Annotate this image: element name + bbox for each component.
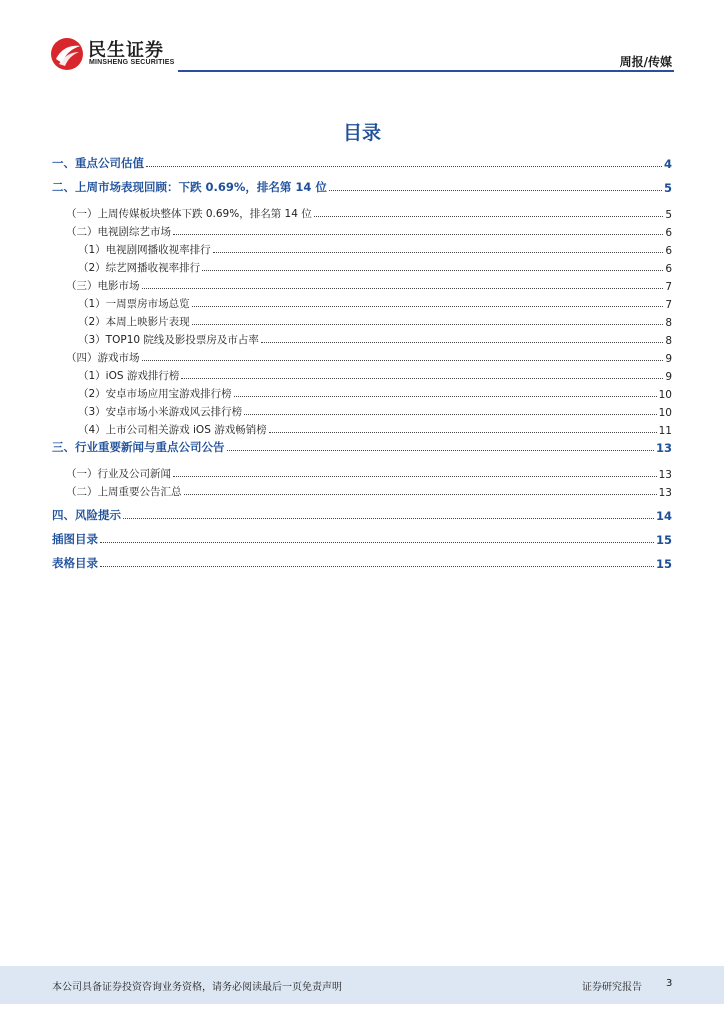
toc-entry-page: 13	[658, 487, 672, 499]
toc-entry-label: （三）电影市场	[66, 280, 140, 292]
toc-entry[interactable]	[52, 385, 672, 401]
toc-entry-page: 15	[655, 533, 672, 547]
toc-entry[interactable]	[52, 241, 672, 257]
toc-dot-leader	[100, 566, 654, 567]
toc-entry-page: 8	[665, 335, 672, 347]
toc-entry-label: （2）综艺网播收视率排行	[78, 262, 201, 274]
toc-entry[interactable]	[52, 483, 672, 499]
toc-entry-page: 10	[658, 389, 672, 401]
toc-dot-leader	[227, 450, 654, 451]
page-footer	[0, 966, 724, 1004]
toc-entry-label: （2）安卓市场应用宝游戏排行榜	[78, 388, 232, 400]
toc-dot-leader	[269, 432, 657, 433]
toc-entry[interactable]	[52, 331, 672, 347]
toc-entry[interactable]	[52, 205, 672, 221]
toc-entry-page: 4	[663, 157, 672, 171]
toc-entry-label: 插图目录	[52, 532, 98, 546]
toc-dot-leader	[184, 494, 657, 495]
logo-chinese-name: 民生证券	[88, 40, 164, 61]
toc-entry[interactable]	[52, 403, 672, 419]
toc-entry[interactable]	[52, 439, 672, 455]
toc-entry[interactable]	[52, 421, 672, 437]
toc-dot-leader	[142, 288, 664, 289]
toc-dot-leader	[202, 270, 663, 271]
toc-dot-leader	[192, 324, 664, 325]
page-header	[0, 0, 724, 75]
toc-entry-page: 15	[655, 557, 672, 571]
toc-entry[interactable]	[52, 259, 672, 275]
toc-entry[interactable]	[52, 277, 672, 293]
toc-dot-leader	[123, 518, 654, 519]
toc-entry-label: 表格目录	[52, 556, 98, 570]
toc-entry[interactable]	[52, 349, 672, 365]
toc-entry-page: 5	[665, 209, 672, 221]
toc-entry[interactable]	[52, 507, 672, 523]
toc-entry-label: （1）iOS 游戏排行榜	[78, 370, 180, 382]
toc-entry-page: 6	[665, 263, 672, 275]
toc-entry-page: 7	[665, 281, 672, 293]
toc-title: 目录	[342, 122, 381, 144]
footer-disclaimer: 本公司具备证券投资咨询业务资格，请务必阅读最后一页免责声明	[52, 982, 342, 993]
page-number: 3	[666, 978, 673, 989]
toc-dot-leader	[192, 306, 664, 307]
toc-entry-page: 7	[665, 299, 672, 311]
minsheng-logo-icon	[50, 37, 84, 71]
toc-entry-page: 9	[665, 353, 672, 365]
toc-entry-page: 9	[665, 371, 672, 383]
toc-entry[interactable]	[52, 367, 672, 383]
toc-entry[interactable]	[52, 155, 672, 171]
toc-entry-page: 6	[665, 227, 672, 239]
toc-dot-leader	[142, 360, 664, 361]
toc-entry[interactable]	[52, 531, 672, 547]
toc-entry-label: 二、上周市场表现回顾：下跌 0.69%，排名第 14 位	[52, 180, 327, 194]
toc-dot-leader	[213, 252, 664, 253]
toc-dot-leader	[261, 342, 663, 343]
report-type-label: 周报/传媒	[619, 55, 672, 69]
toc-dot-leader	[146, 166, 662, 167]
toc-entry-page: 13	[658, 469, 672, 481]
toc-entry-page: 6	[665, 245, 672, 257]
toc-dot-leader	[181, 378, 663, 379]
toc-entry-page: 11	[658, 425, 672, 437]
toc-dot-leader	[244, 414, 656, 415]
toc-entry-page: 14	[655, 509, 672, 523]
toc-entry-page: 13	[655, 441, 672, 455]
toc-entry-label: 四、风险提示	[52, 508, 121, 522]
toc-entry-label: （3）TOP10 院线及影投票房及市占率	[78, 334, 259, 346]
toc-entry-label: （4）上市公司相关游戏 iOS 游戏畅销榜	[78, 424, 267, 436]
toc-dot-leader	[234, 396, 657, 397]
toc-entry-label: （2）本周上映影片表现	[78, 316, 190, 328]
toc-entry-label: 三、行业重要新闻与重点公司公告	[52, 440, 225, 454]
toc-entry-page: 8	[665, 317, 672, 329]
toc-entry[interactable]	[52, 179, 672, 195]
toc-dot-leader	[173, 234, 663, 235]
toc-entry-label: （四）游戏市场	[66, 352, 140, 364]
toc-entry[interactable]	[52, 555, 672, 571]
toc-entry-label: （1）电视剧网播收视率排行	[78, 244, 211, 256]
toc-entry[interactable]	[52, 223, 672, 239]
toc-entry-label: （一）上周传媒板块整体下跌 0.69%，排名第 14 位	[66, 208, 312, 220]
toc-entry-label: 一、重点公司估值	[52, 156, 144, 170]
toc-dot-leader	[314, 216, 664, 217]
header-divider	[178, 70, 674, 72]
toc-entry-label: （二）电视剧综艺市场	[66, 226, 171, 238]
toc-entry-label: （1）一周票房市场总览	[78, 298, 190, 310]
logo-english-name: MINSHENG SECURITIES	[89, 59, 175, 66]
toc-dot-leader	[329, 190, 662, 191]
toc-dot-leader	[173, 476, 657, 477]
toc-entry-page: 5	[663, 181, 672, 195]
toc-entry[interactable]	[52, 313, 672, 329]
toc-entry-label: （3）安卓市场小米游戏风云排行榜	[78, 406, 243, 418]
toc-entry[interactable]	[52, 295, 672, 311]
toc-entry-page: 10	[658, 407, 672, 419]
toc-entry[interactable]	[52, 465, 672, 481]
company-logo	[50, 37, 200, 73]
toc-dot-leader	[100, 542, 654, 543]
toc-entry-label: （二）上周重要公告汇总	[66, 486, 182, 498]
toc-entry-label: （一）行业及公司新闻	[66, 468, 171, 480]
footer-doc-type: 证券研究报告	[582, 982, 642, 993]
